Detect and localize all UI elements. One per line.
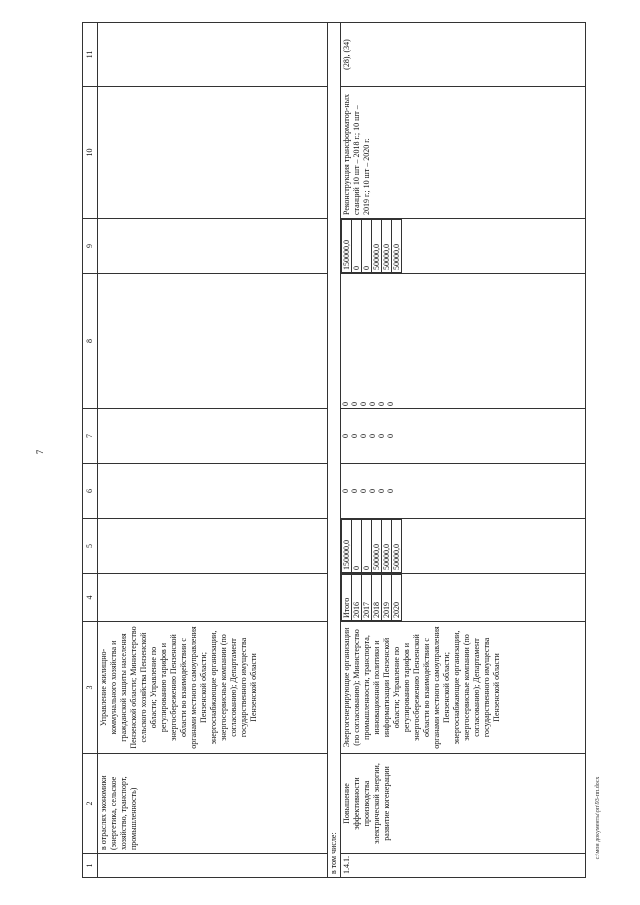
header-cell: 10	[82, 86, 97, 218]
executors: Энергогенерирующие организации (по согласованию); Министерство промышленности, транспорта, инновационной политики и информатизации Пензенской области; Управление по регулированию тарифов и энергосбережению Пензенской области во взаимодействии с органами местного самоуправления Пензенской области; энергоснабжающие организации, энергосервисные компании (по согласованию); Департамент государственного имущества Пензенской области	[340, 621, 585, 753]
header-cell: 5	[82, 518, 97, 573]
value-cell: 0	[349, 488, 359, 493]
year-cell: Итого	[341, 574, 351, 620]
value-cell: 150000,0	[341, 219, 351, 272]
activity-name: Повышение эффективности производства электрической энергии, развитие когенерации	[340, 753, 585, 853]
table-row	[340, 22, 585, 877]
year-cell: 2018	[371, 574, 381, 620]
value-cell: 0	[340, 401, 350, 406]
footer-path: c:\мои документы\рп\93-пп.docx	[595, 776, 601, 860]
rotated-table-sheet	[82, 23, 585, 878]
table-row	[327, 22, 340, 877]
header-cell: 9	[82, 218, 97, 273]
program-table	[82, 22, 586, 878]
value-cell: 0	[376, 433, 386, 438]
expected-result: Реконструкция трансформатор-ных станций 10 шт – 2018 г.; 10 шт – 2019 г.; 10 шт – 2020 г.	[340, 86, 585, 218]
page-number: 7	[35, 449, 45, 455]
header-cell: 2	[82, 753, 97, 853]
executors: Управление жилищно-коммунального хозяйства и гражданской защиты населения Пензенской области; Министерство сельского хозяйства Пензенской области; Управление по регулированию тарифов и энергосбережению Пензенской области во взаимодействии с органами местного самоуправления Пензенской области; энергоснабжающие организации, энергосервисные компании (по согласованию); Департамент государственного имущества Пензенской области	[97, 621, 327, 753]
regional-budget-list	[341, 219, 402, 273]
value-cell: 50000,0	[381, 219, 391, 272]
header-cell: 7	[82, 408, 97, 463]
value-cell: 0	[351, 519, 361, 572]
year-cell: 2016	[351, 574, 361, 620]
total-funding-list	[341, 519, 402, 573]
header-cell: 1	[82, 853, 97, 877]
item-number: 1.4.1.	[340, 853, 585, 877]
header-cell: 4	[82, 573, 97, 621]
indicator-refs: (28), (34)	[340, 22, 585, 86]
value-cell: 0	[385, 433, 395, 438]
value-cell: 0	[340, 488, 350, 493]
value-cell: 0	[376, 488, 386, 493]
year-cell: 2017	[361, 574, 371, 620]
activity-name: в отраслях экономики (энергетика, сельское хозяйство, транспорт, промышленность)	[97, 753, 327, 853]
value-cell: 0	[376, 401, 386, 406]
value-cell: 0	[349, 401, 359, 406]
value-cell: 0	[358, 401, 368, 406]
year-cell: 2020	[391, 574, 401, 620]
value-cell: 50000,0	[391, 519, 401, 572]
header-cell: 3	[82, 621, 97, 753]
value-cell: 0	[351, 219, 361, 272]
header-cell: 8	[82, 273, 97, 408]
value-cell: 0	[367, 433, 377, 438]
value-cell: 0	[340, 433, 350, 438]
subsection-label: в том числе:	[327, 22, 340, 877]
value-cell: 0	[349, 433, 359, 438]
value-cell: 150000,0	[341, 519, 351, 572]
value-cell: 50000,0	[391, 219, 401, 272]
table-row	[97, 22, 327, 877]
value-cell: 0	[367, 401, 377, 406]
years-list	[341, 574, 402, 621]
year-cell: 2019	[381, 574, 391, 620]
value-cell: 0	[358, 488, 368, 493]
value-cell: 50000,0	[381, 519, 391, 572]
value-cell: 50000,0	[371, 219, 381, 272]
value-cell: 0	[361, 519, 371, 572]
header-cell: 6	[82, 463, 97, 518]
header-row	[82, 22, 97, 877]
value-cell: 0	[361, 219, 371, 272]
value-cell: 0	[385, 488, 395, 493]
header-cell: 11	[82, 22, 97, 86]
value-cell: 0	[385, 401, 395, 406]
value-cell: 0	[367, 488, 377, 493]
value-cell: 0	[358, 433, 368, 438]
value-cell: 50000,0	[371, 519, 381, 572]
